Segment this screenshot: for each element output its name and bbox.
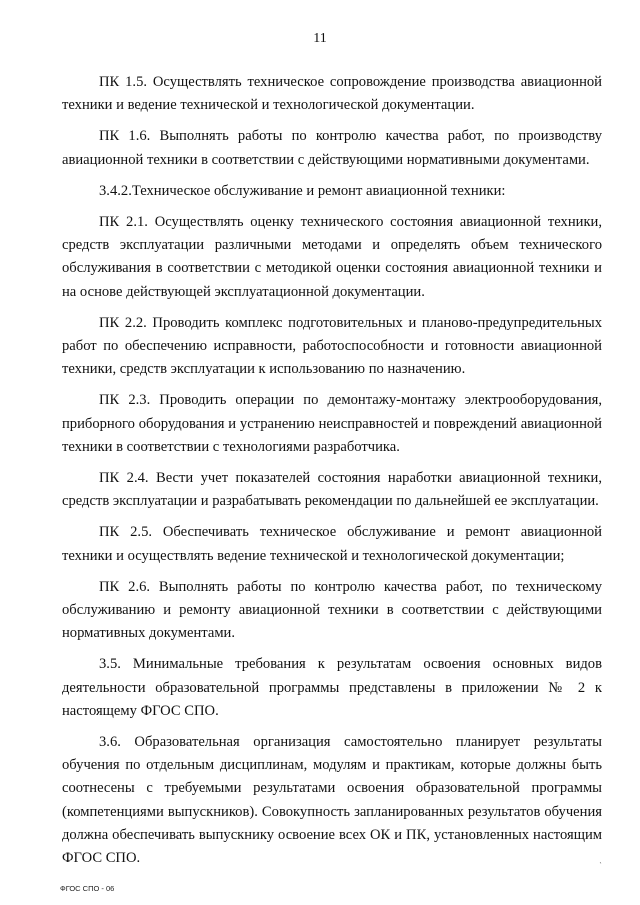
paragraph-3-5: 3.5. Минимальные требования к результатам освоения основных видов деятельности образовательной программы представлены в приложении № 2 к настоящему ФГОС СПО. <box>62 656 602 719</box>
paragraph-pk-2-1: ПК 2.1. Осуществлять оценку технического состояния авиационной техники, средств эксплуатации различными методами и определять объем технического обслуживания в соответствии с методикой оценки состояния авиационной техники и на основе действующей эксплуатационной документации. <box>62 214 602 300</box>
paragraph-pk-2-5: ПК 2.5. Обеспечивать техническое обслуживание и ремонт авиационной техники и осуществлять ведение технической и технологической документации; <box>62 524 602 564</box>
paragraph-pk-1-6: ПК 1.6. Выполнять работы по контролю качества работ, по производству авиационной техники в соответствии с действующими нормативными документами. <box>62 128 602 168</box>
paragraph-pk-2-6: ПК 2.6. Выполнять работы по контролю качества работ, по техническому обслуживанию и ремонту авиационной техники в соответствии с действующими нормативных документами. <box>62 578 602 642</box>
paragraph-3-6: 3.6. Образовательная организация самостоятельно планирует результаты обучения по отдельным дисциплинам, модулям и практикам, которые должны быть соотнесены с требуемыми результатами освоения образовательной программы (компетенциями выпускников). Совокупность запланированных результатов обучения должна обеспечивать выпускнику освоение всех ОК и ПК, установленных настоящим ФГОС СПО. <box>62 734 602 867</box>
page-number: 11 <box>313 31 327 46</box>
page-footer: ФГОС СПО - 06 <box>60 884 115 893</box>
paragraph-pk-2-2: ПК 2.2. Проводить комплекс подготовительных и планово-предупредительных работ по обеспечению исправности, работоспособности и готовности авиационной техники, средств эксплуатации к использованию по назначению. <box>62 314 602 378</box>
paragraph-pk-1-5: ПК 1.5. Осуществлять техническое сопровождение производства авиационной техники и ведение технической и технологической документации. <box>62 74 602 114</box>
scan-artifact-mark: ˎ <box>599 855 602 864</box>
section-heading-3-4-2: 3.4.2.Техническое обслуживание и ремонт авиационной техники: <box>99 182 506 199</box>
document-body <box>62 71 602 878</box>
paragraph-pk-2-4: ПК 2.4. Вести учет показателей состояния наработки авиационной техники, средств эксплуатации и разрабатывать рекомендации по дальнейшей ее эксплуатации. <box>62 470 602 510</box>
paragraph-pk-2-3: ПК 2.3. Проводить операции по демонтажу-монтажу электрооборудования, приборного оборудования и устранению неисправностей и повреждений авиационной техники в соответствии с технологиями разработчика. <box>62 392 602 455</box>
